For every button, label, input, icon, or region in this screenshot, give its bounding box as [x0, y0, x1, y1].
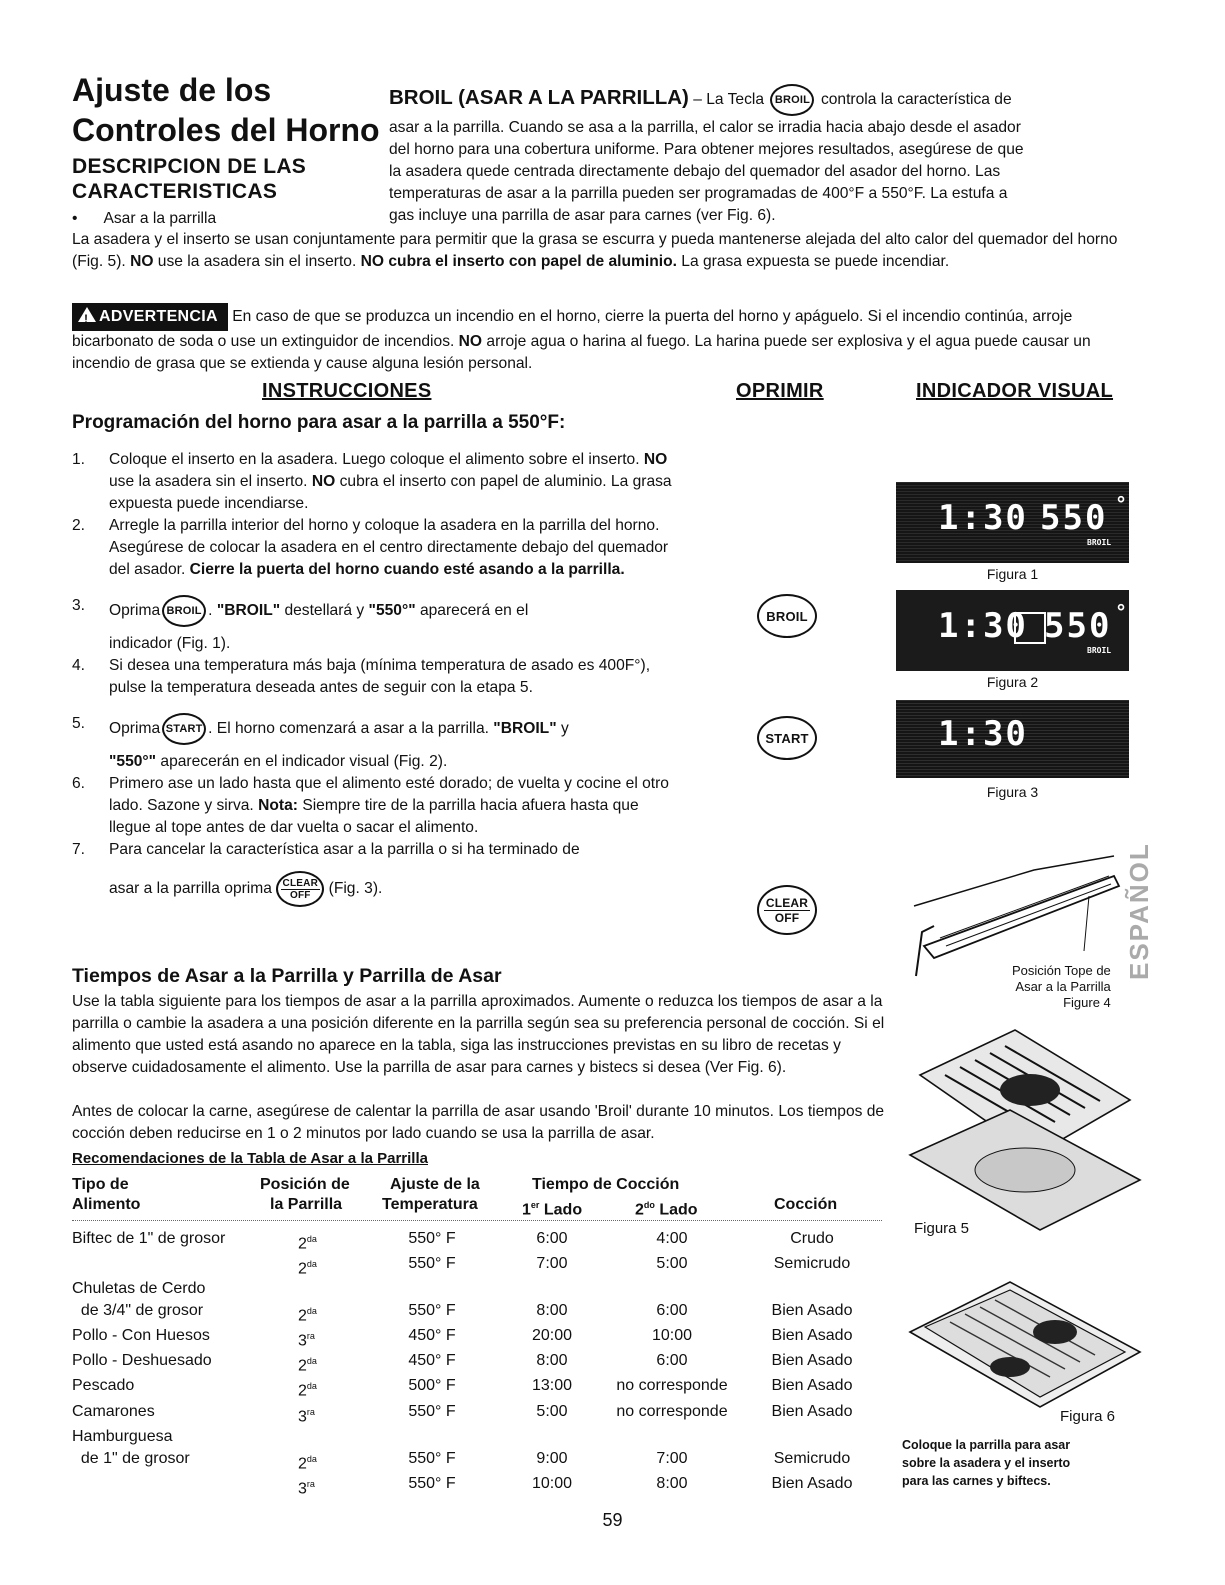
table-cell-pos-suffix: ra — [306, 1479, 315, 1489]
table-cell-pos-number: 3 — [298, 1480, 307, 1498]
header-side-1 — [522, 1194, 582, 1221]
section-subtitle-line2: CARACTERISTICAS — [72, 180, 278, 203]
warning-icon — [78, 307, 96, 322]
fig2-flash-box — [1014, 612, 1046, 644]
table-cell-done: Bien Asado — [771, 1377, 853, 1394]
table-row — [72, 1228, 882, 1253]
table-cell-t1: 8:00 — [536, 1302, 568, 1319]
table-cell-done: Bien Asado — [771, 1302, 853, 1319]
broil-description — [389, 84, 1149, 227]
step-6 — [72, 773, 672, 839]
table-cell-food: Pollo - Con Huesos — [72, 1327, 210, 1344]
warning-label: ADVERTENCIA — [99, 308, 218, 325]
figure-5-pan-illustration — [900, 1020, 1150, 1250]
figure-4-caption — [1012, 963, 1111, 1011]
table-cell-pos-number: 2 — [298, 1382, 307, 1400]
table-cell-temp: 550° F — [408, 1230, 456, 1247]
step-2-number: 2. — [72, 517, 86, 534]
table-cell-temp: 450° F — [408, 1352, 456, 1369]
clear-label: CLEAR — [765, 895, 809, 910]
step-7-text-b: asar a la parrilla oprima — [109, 880, 272, 898]
fig2-mode: BROIL — [1087, 646, 1112, 655]
table-cell-pos-number: 2 — [298, 1235, 307, 1253]
step-3-text-c: destellará y — [284, 602, 365, 620]
broil-heading-dash: – La Tecla — [688, 91, 765, 109]
step-6-text-b: Siempre tire de la parrilla hacia afuera hasta que llegue al tope antes de dar vuelta o sacar el alimento. — [109, 797, 639, 836]
figure-3-caption: Figura 3 — [986, 784, 1039, 800]
table-cell-t1: 7:00 — [536, 1255, 568, 1272]
table-row — [72, 1278, 882, 1300]
step-5-number: 5. — [72, 715, 86, 732]
figure-3-display — [896, 700, 1129, 778]
step-5 — [72, 713, 672, 773]
fig6-note-line1: Coloque la parrilla para asar — [902, 1438, 1071, 1452]
step-3-bold1: "BROIL" — [216, 602, 281, 620]
clear-off-key-icon — [276, 871, 324, 907]
header-time: Tiempo de Cocción — [532, 1176, 680, 1193]
column-instructions: INSTRUCCIONES — [262, 380, 432, 402]
step-1-no2: NO — [311, 473, 336, 490]
table-cell-food: de 1" de grosor — [72, 1450, 190, 1467]
column-visual: INDICADOR VISUAL — [916, 380, 1114, 402]
table-cell-done: Bien Asado — [771, 1403, 853, 1420]
table-cell-food: de 3/4" de grosor — [72, 1302, 204, 1319]
table-cell-pos — [298, 1448, 338, 1475]
table-cell-food: Pescado — [72, 1377, 135, 1394]
column-press: OPRIMIR — [736, 380, 824, 402]
off-key-label: OFF — [289, 889, 311, 901]
table-cell-t2: 8:00 — [656, 1475, 688, 1492]
pan-text-3: La grasa expuesta se puede incendiar. — [681, 253, 950, 270]
broil-line4: la asadera quede centrada directamente debajo del quemador del asador del horno. Las — [389, 163, 1001, 180]
step-7-text-c: (Fig. 3). — [328, 880, 383, 898]
step-2 — [72, 515, 672, 581]
table-cell-t2: 7:00 — [656, 1450, 688, 1467]
step-1-text-a: Coloque el inserto en la asadera. Luego coloque el alimento sobre el inserto. — [109, 451, 640, 468]
header-temp-2: Temperatura — [382, 1196, 478, 1213]
table-cell-t2: 5:00 — [656, 1255, 688, 1272]
table-cell-done: Bien Asado — [771, 1327, 853, 1344]
step-3 — [72, 595, 672, 655]
pan-text-1: La asadera y el inserto se usan conjuntamente para permitir que la grasa se escurra y pueda mantenerse alejada del alto calor del quemador del horno (Fig. 5). — [72, 231, 1118, 270]
step-1-text-b: use la asadera sin el inserto. — [109, 473, 308, 490]
table-cell-pos-suffix: da — [306, 1259, 317, 1269]
page-title-line2: Controles del Horno — [72, 112, 380, 148]
fig1-mode: BROIL — [1087, 538, 1112, 547]
table-cell-pos-number: 2 — [298, 1455, 307, 1473]
page-number: 59 — [602, 1510, 623, 1530]
table-cell-pos-suffix: da — [306, 1234, 317, 1244]
table-cell-pos-suffix: da — [306, 1306, 317, 1316]
table-cell-temp: 550° F — [408, 1302, 456, 1319]
header-side-2-num: 2 — [635, 1201, 644, 1219]
header-pos-2: la Parrilla — [270, 1196, 343, 1213]
step-3-text-a: Oprima — [109, 602, 161, 620]
header-temp-1: Ajuste de la — [390, 1176, 480, 1193]
table-cell-pos-number: 2 — [298, 1307, 307, 1325]
step-3-text-b: . — [208, 602, 213, 620]
section-subtitle-line1: DESCRIPCION DE LAS — [72, 155, 307, 178]
step-5-text-b: . El horno comenzará a asar a la parrilla. — [208, 720, 489, 738]
figure-2-display — [896, 590, 1129, 671]
figure-2-caption: Figura 2 — [986, 674, 1039, 690]
times-paragraph-1: Use la tabla siguiente para los tiempos de asar a la parrilla aproximados. Aumente o reduzca los tiempos de asar a la parrilla o cambie la asadera a una posición diferente en la parrilla según sea su preferencia personal de cocción. Si el alimento que usted está asando no aparece en la tabla, siga las instrucciones previstas en su libro de recetas y observe cuidadosamente el alimento. Use la parrilla de asar para carnes y bistecs si desea (Ver Fig. 6). — [72, 993, 885, 1076]
table-cell-temp: 550° F — [408, 1475, 456, 1492]
table-cell-pos-suffix: da — [306, 1356, 317, 1366]
table-row — [72, 1350, 882, 1375]
warning-no: NO — [458, 333, 483, 350]
table-cell-pos — [298, 1350, 338, 1377]
fig1-degree: ° — [1115, 492, 1130, 516]
fig3-time: 1:30 — [938, 714, 1028, 754]
step-1-text-c: cubra el inserto con papel de aluminio. La grasa expuesta puede incendiarse. — [109, 473, 672, 512]
fig2-time: 1:30 — [938, 606, 1028, 646]
fig4-caption-line3: Figure 4 — [1063, 995, 1111, 1010]
table-cell-pos — [298, 1325, 338, 1352]
step-6-bold: Nota: — [258, 797, 298, 814]
step-5-text-a: Oprima — [109, 720, 161, 738]
step-2-bold: Cierre la puerta del horno cuando esté asando a la parrilla. — [189, 561, 625, 578]
table-cell-pos-suffix: ra — [306, 1331, 315, 1341]
table-cell-pos-suffix: ra — [306, 1407, 315, 1417]
table-cell-t1: 8:00 — [536, 1352, 568, 1369]
broil-key-icon: BROIL — [770, 84, 814, 116]
table-cell-food: Pollo - Deshuesado — [72, 1352, 212, 1369]
table-cell-pos — [298, 1300, 338, 1327]
header-type-2: Alimento — [72, 1196, 141, 1213]
table-cell-food: Chuletas de Cerdo — [72, 1280, 206, 1297]
table-cell-pos — [298, 1375, 338, 1402]
step-3-text-d: aparecerá en el — [419, 602, 529, 620]
broil-line1-rest: controla la característica de — [820, 91, 1012, 109]
clear-off-button[interactable] — [757, 885, 817, 935]
broil-heading: BROIL (ASAR A LA PARRILLA) — [389, 86, 689, 110]
times-heading: Tiempos de Asar a la Parrilla y Parrilla de Asar — [72, 965, 502, 987]
figure-5-caption: Figura 5 — [914, 1220, 970, 1237]
table-row — [72, 1401, 882, 1426]
off-label: OFF — [774, 910, 800, 925]
table-cell-food: Camarones — [72, 1403, 155, 1420]
page-title-line1: Ajuste de los — [72, 72, 272, 108]
table-cell-t2: 4:00 — [656, 1230, 688, 1247]
table-cell-t1: 5:00 — [536, 1403, 568, 1420]
figure-6-caption: Figura 6 — [1060, 1408, 1116, 1425]
figure-6-note — [902, 1436, 1070, 1490]
table-cell-t1: 6:00 — [536, 1230, 568, 1247]
header-side-2-sup: do — [643, 1200, 655, 1210]
table-header — [72, 1174, 882, 1221]
page-title-block — [72, 70, 380, 230]
fig4-caption-line1: Posición Tope de — [1012, 963, 1111, 978]
bullet-item: • Asar a la parrilla — [72, 210, 217, 227]
header-side-1-sup: er — [530, 1200, 540, 1210]
fig4-caption-line2: Asar a la Parrilla — [1015, 979, 1111, 994]
table-cell-t1: 10:00 — [531, 1475, 573, 1492]
table-cell-t1: 20:00 — [531, 1327, 573, 1344]
warning-badge — [72, 303, 228, 331]
table-cell-t2: 6:00 — [656, 1352, 688, 1369]
warning-paragraph — [72, 303, 1142, 375]
fig1-time: 1:30 — [938, 498, 1028, 538]
step-7-text-a: Para cancelar la característica asar a la parrilla o si ha terminado de — [109, 841, 580, 858]
fig1-temp: 550 — [1040, 498, 1108, 538]
table-row — [72, 1253, 882, 1278]
table-cell-t2: 10:00 — [651, 1327, 693, 1344]
table-row — [72, 1426, 882, 1448]
table-row — [72, 1375, 882, 1400]
table-cell-pos-number: 3 — [298, 1332, 307, 1350]
table-cell-food: Hamburguesa — [72, 1428, 173, 1445]
step-6-number: 6. — [72, 775, 86, 792]
broil-line6: gas incluye una parrilla de asar para carnes (ver Fig. 6). — [389, 207, 776, 224]
table-row — [72, 1325, 882, 1350]
table-cell-t1: 9:00 — [536, 1450, 568, 1467]
step-3-bold2: "550°" — [368, 602, 416, 620]
times-paragraph-2: Antes de colocar la carne, asegúrese de calentar la parrilla de asar usando 'Broil' durante 10 minutos. Los tiempos de cocción deben reducirse en 1 o 2 minutos por lado cuando se usa la parrilla de asar. — [72, 1103, 885, 1142]
table-cell-done: Semicrudo — [773, 1255, 851, 1272]
step-7-number: 7. — [72, 841, 86, 858]
table-cell-temp: 550° F — [408, 1403, 456, 1420]
step-6-text-a: Primero ase un lado hasta que el alimento esté dorado; de vuelta y cocine el otro lado. Sazone y sirva. — [109, 775, 669, 814]
step-5-text-c: y — [560, 720, 569, 738]
table-cell-temp: 500° F — [408, 1377, 456, 1394]
broil-line2: asar a la parrilla. Cuando se asa a la parrilla, el calor se irradia hacia abajo desde el asador — [389, 119, 1021, 136]
header-pos-1: Posición de — [260, 1176, 350, 1193]
broil-button[interactable]: BROIL — [757, 594, 817, 638]
steps-list — [72, 449, 672, 907]
step-5-text-d: aparecerán en el indicador visual (Fig. 2). — [160, 753, 448, 770]
table-row — [72, 1473, 882, 1498]
table-cell-temp: 550° F — [408, 1450, 456, 1467]
table-cell-pos — [298, 1228, 338, 1255]
fig2-degree: ° — [1115, 600, 1130, 624]
figure-6-grid-illustration — [900, 1252, 1150, 1432]
step-1-number: 1. — [72, 451, 86, 468]
figure-1-caption: Figura 1 — [986, 566, 1039, 582]
header-side-1-num: 1 — [522, 1201, 531, 1219]
table-cell-t2: no corresponde — [616, 1377, 728, 1394]
fig2-temp: 550 — [1044, 606, 1112, 646]
step-2-text-a: Arregle la parrilla interior del horno y coloque la asadera en la parrilla del horno. Asegúrese de colocar la asadera en el centro directamente debajo del quemador del asador. — [109, 517, 669, 578]
table-cell-temp: 450° F — [408, 1327, 456, 1344]
table-cell-t1: 13:00 — [531, 1377, 573, 1394]
table-row — [72, 1300, 882, 1325]
step-4 — [72, 655, 672, 699]
step-1-no1: NO — [643, 451, 668, 468]
header-side-2-rest: Lado — [654, 1201, 698, 1219]
bullet-text: Asar a la parrilla — [103, 210, 217, 227]
table-cell-food: Biftec de 1" de grosor — [72, 1230, 226, 1247]
table-cell-t2: 6:00 — [656, 1302, 688, 1319]
table-cell-done: Bien Asado — [771, 1475, 853, 1492]
start-key-icon: START — [162, 713, 206, 745]
table-cell-pos-number: 3 — [298, 1408, 307, 1426]
step-7 — [72, 839, 672, 907]
table-cell-done: Crudo — [790, 1230, 834, 1247]
step-3-number: 3. — [72, 597, 86, 614]
table-row — [72, 1448, 882, 1473]
start-button[interactable]: START — [757, 716, 817, 760]
step-4-number: 4. — [72, 657, 86, 674]
header-type-1: Tipo de — [72, 1176, 129, 1193]
pan-no: NO — [130, 253, 154, 270]
fig6-note-line3: para las carnes y biftecs. — [902, 1474, 1051, 1488]
clear-key-label: CLEAR — [282, 877, 318, 889]
step-4-text: Si desea una temperatura más baja (mínima temperatura de asado es 400F°), pulse la temperatura deseada antes de seguir con la etapa 5. — [109, 657, 651, 696]
side-tab-language: ESPAÑOL — [1124, 842, 1154, 980]
header-side-1-rest: Lado — [539, 1201, 583, 1219]
table-cell-pos — [298, 1401, 338, 1428]
table-cell-temp: 550° F — [408, 1255, 456, 1272]
warning-text-1: En caso de que se produzca un incendio en el horno, cierre la puerta del horno y apáguelo. Si el incendio continúa, arroje bicarbonato de soda o use un extinguidor de incendios. — [72, 308, 1073, 350]
broil-line5: temperaturas de asar a la parrilla pueden ser programadas de 400°F a 550°F. La estufa a — [389, 185, 1008, 202]
table-cell-pos-number: 2 — [298, 1260, 307, 1278]
pan-paragraph — [72, 229, 1142, 273]
pan-bold: NO cubra el inserto con papel de aluminio. — [360, 253, 677, 270]
table-cell-done: Semicrudo — [773, 1450, 851, 1467]
table-cell-done: Bien Asado — [771, 1352, 853, 1369]
step-5-bold1: "BROIL" — [493, 720, 557, 738]
program-heading: Programación del horno para asar a la parrilla a 550°F: — [72, 412, 566, 433]
header-done: Cocción — [774, 1196, 838, 1213]
step-5-bold2: "550°" — [109, 753, 157, 770]
broil-key-icon: BROIL — [162, 595, 206, 627]
table-cell-pos — [298, 1253, 338, 1280]
table-cell-pos-suffix: da — [306, 1454, 317, 1464]
table-cell-t2: no corresponde — [616, 1403, 728, 1420]
broil-line3: del horno para una cobertura uniforme. Para obtener mejores resultados, asegúrese de que — [389, 141, 1024, 158]
pan-text-2: use la asadera sin el inserto. — [157, 253, 357, 270]
fig6-note-line2: sobre la asadera y el inserto — [902, 1456, 1071, 1470]
figure-1-display — [896, 482, 1129, 563]
header-side-2 — [635, 1194, 698, 1221]
table-caption: Recomendaciones de la Tabla de Asar a la Parrilla — [72, 1150, 428, 1167]
table-cell-pos-number: 2 — [298, 1357, 307, 1375]
table-cell-pos-suffix: da — [306, 1381, 317, 1391]
step-1 — [72, 449, 672, 515]
table-cell-pos — [298, 1473, 338, 1500]
step-3-text-e: indicador (Fig. 1). — [109, 635, 231, 652]
warning-text-2: arroje agua o harina al fuego. La harina puede ser explosiva y el agua puede causar un incendio de grasa que se extienda y cause alguna lesión personal. — [72, 333, 1091, 372]
